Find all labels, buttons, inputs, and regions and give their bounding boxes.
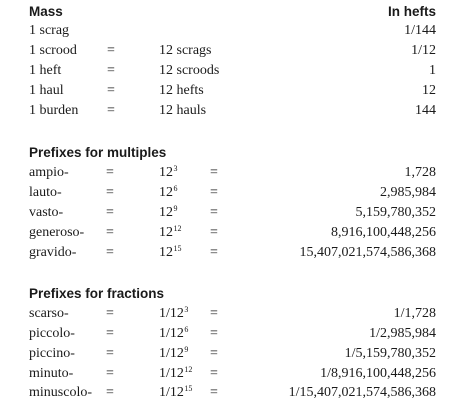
mass-equivalent: 12 scroods	[159, 63, 220, 78]
equals-sign: =	[106, 225, 114, 240]
equals-sign: =	[210, 185, 218, 200]
power-expression	[159, 243, 182, 263]
power-exponent: 3	[173, 164, 178, 173]
prefix-name: piccino-	[29, 346, 75, 361]
prefix-name: piccolo-	[29, 326, 75, 341]
power-expression	[159, 364, 192, 384]
power-expression	[159, 163, 178, 183]
equals-sign: =	[106, 385, 114, 400]
power-base: 12	[159, 225, 173, 240]
power-base: 12	[159, 205, 173, 220]
fraction-prefix-row	[0, 304, 450, 324]
prefix-value: 1/1,728	[393, 306, 436, 321]
power-expression	[159, 324, 188, 344]
fraction-prefix-row	[0, 383, 450, 403]
prefix-value: 1/8,916,100,448,256	[320, 366, 436, 381]
mass-unit-name: 1 haul	[29, 83, 64, 98]
power-base: 1/12	[159, 346, 184, 361]
equals-sign: =	[210, 326, 218, 341]
power-base: 12	[159, 165, 173, 180]
equals-sign: =	[210, 385, 218, 400]
prefix-name: gravido-	[29, 245, 77, 260]
power-base: 1/12	[159, 306, 184, 321]
mass-row	[0, 61, 450, 81]
multiple-prefix-row	[0, 223, 450, 243]
multiple-prefix-row	[0, 243, 450, 263]
mass-unit-name: 1 scrag	[29, 23, 70, 38]
mass-value-in-hefts: 12	[422, 83, 436, 98]
prefix-value: 15,407,021,574,586,368	[299, 245, 436, 260]
equals-sign: =	[106, 346, 114, 361]
prefix-name: ampio-	[29, 165, 69, 180]
power-base: 1/12	[159, 326, 184, 341]
prefix-value: 2,985,984	[380, 185, 436, 200]
multiple-prefix-row	[0, 203, 450, 223]
mass-row	[0, 81, 450, 101]
mass-row	[0, 21, 450, 41]
fraction-prefix-row	[0, 344, 450, 364]
mass-value-in-hefts: 1/144	[404, 23, 436, 38]
mass-equivalent: 12 hefts	[159, 83, 204, 98]
hefts-column-header: In hefts	[387, 4, 436, 19]
equals-sign: =	[210, 225, 218, 240]
power-exponent: 6	[173, 184, 178, 193]
equals-sign: =	[107, 63, 115, 78]
power-base: 1/12	[159, 385, 184, 400]
equals-sign: =	[210, 205, 218, 220]
equals-sign: =	[106, 366, 114, 381]
mass-value-in-hefts: 1/12	[411, 43, 436, 58]
prefix-value: 1/2,985,984	[369, 326, 436, 341]
prefix-name: lauto-	[29, 185, 62, 200]
mass-row	[0, 101, 450, 121]
fractions-heading: Prefixes for fractions	[29, 286, 165, 301]
fraction-prefix-row	[0, 324, 450, 344]
prefix-value: 1/5,159,780,352	[344, 346, 436, 361]
prefix-name: vasto-	[29, 205, 64, 220]
power-expression	[159, 223, 182, 243]
power-expression	[159, 383, 192, 403]
prefix-value: 1,728	[404, 165, 436, 180]
power-exponent: 6	[184, 325, 189, 334]
equals-sign: =	[107, 103, 115, 118]
power-expression	[159, 304, 188, 324]
power-exponent: 9	[184, 345, 189, 354]
multiple-prefix-row	[0, 163, 450, 183]
equals-sign: =	[210, 366, 218, 381]
mass-equivalent: 12 hauls	[159, 103, 207, 118]
prefix-value: 1/15,407,021,574,586,368	[288, 385, 436, 400]
power-expression	[159, 344, 188, 364]
equals-sign: =	[106, 306, 114, 321]
equals-sign: =	[106, 326, 114, 341]
equals-sign: =	[210, 346, 218, 361]
prefix-name: minuscolo-	[29, 385, 92, 400]
power-exponent: 15	[184, 384, 193, 393]
power-exponent: 12	[173, 224, 182, 233]
multiple-prefix-row	[0, 183, 450, 203]
equals-sign: =	[210, 306, 218, 321]
power-base: 12	[159, 185, 173, 200]
mass-row	[0, 41, 450, 61]
power-expression	[159, 183, 178, 203]
multiples-heading: Prefixes for multiples	[29, 145, 167, 160]
equals-sign: =	[106, 245, 114, 260]
power-exponent: 12	[184, 365, 193, 374]
prefix-value: 8,916,100,448,256	[331, 225, 436, 240]
fraction-prefix-row	[0, 364, 450, 384]
equals-sign: =	[106, 185, 114, 200]
power-exponent: 3	[184, 305, 189, 314]
mass-unit-name: 1 burden	[29, 103, 79, 118]
power-exponent: 15	[173, 244, 182, 253]
power-base: 12	[159, 245, 173, 260]
power-exponent: 9	[173, 204, 178, 213]
equals-sign: =	[106, 205, 114, 220]
mass-value-in-hefts: 144	[415, 103, 436, 118]
prefix-value: 5,159,780,352	[355, 205, 436, 220]
equals-sign: =	[107, 43, 115, 58]
power-base: 1/12	[159, 366, 184, 381]
mass-unit-name: 1 scrood	[29, 43, 77, 58]
mass-unit-name: 1 heft	[29, 63, 62, 78]
mass-heading: Mass	[29, 4, 63, 19]
equals-sign: =	[210, 245, 218, 260]
equals-sign: =	[107, 83, 115, 98]
equals-sign: =	[210, 165, 218, 180]
mass-equivalent: 12 scrags	[159, 43, 212, 58]
prefix-name: minuto-	[29, 366, 74, 381]
equals-sign: =	[106, 165, 114, 180]
prefix-name: generoso-	[29, 225, 85, 240]
prefix-name: scarso-	[29, 306, 69, 321]
power-expression	[159, 203, 178, 223]
mass-value-in-hefts: 1	[429, 63, 436, 78]
